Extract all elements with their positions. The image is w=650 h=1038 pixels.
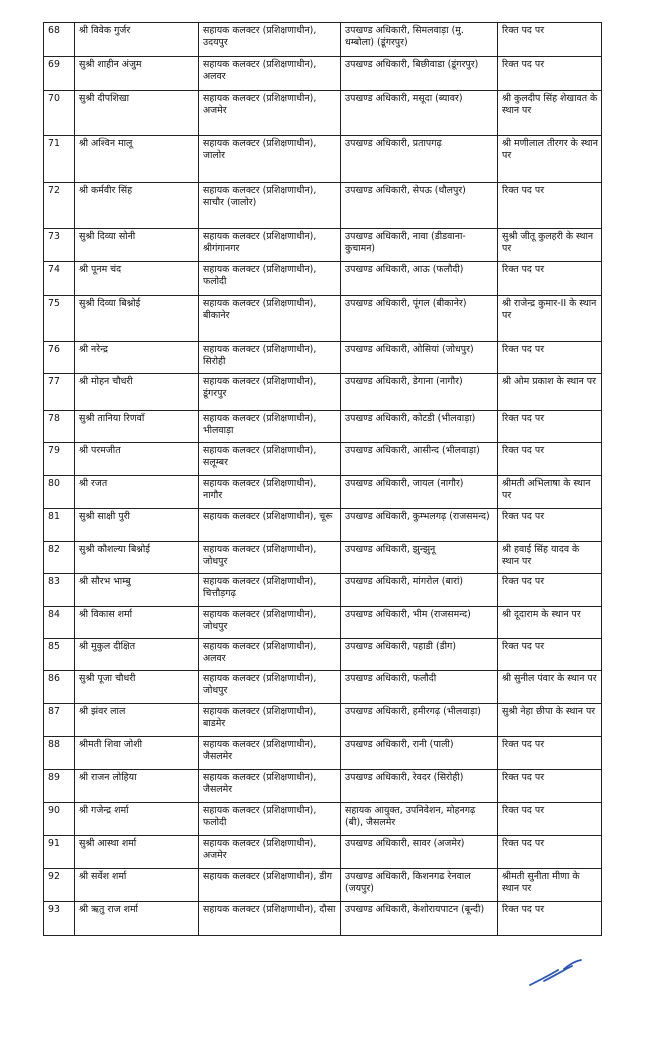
officer-name-cell: श्री मुकुल दीक्षित [75, 639, 199, 671]
serial-number-cell: 72 [44, 183, 75, 229]
current-posting-cell: सहायक कलक्टर (प्रशिक्षणाधीन), जालोर [199, 136, 341, 183]
remark-cell: रिक्त पद पर [498, 509, 602, 542]
table-row [44, 342, 602, 374]
table-row [44, 229, 602, 262]
remark-cell: रिक्त पद पर [498, 902, 602, 936]
new-posting-cell: उपखण्ड अधिकारी, किशनगढ रेनवाल (जयपुर) [341, 869, 498, 902]
current-posting-cell: सहायक कलक्टर (प्रशिक्षणाधीन), जोधपुर [199, 671, 341, 704]
current-posting-cell: सहायक कलक्टर (प्रशिक्षणाधीन), चूरू [199, 509, 341, 542]
officer-name-cell: श्री परमजीत [75, 443, 199, 476]
remark-cell: रिक्त पद पर [498, 183, 602, 229]
officer-name-cell: श्री मोहन चौधरी [75, 374, 199, 411]
new-posting-cell: उपखण्ड अधिकारी, मसूदा (ब्यावर) [341, 91, 498, 136]
current-posting-cell: सहायक कलक्टर (प्रशिक्षणाधीन), अलवर [199, 639, 341, 671]
table-row [44, 671, 602, 704]
table-row [44, 836, 602, 869]
new-posting-cell: उपखण्ड अधिकारी, कोटडी (भीलवाड़ा) [341, 411, 498, 443]
officer-name-cell: सुश्री शाहीन अंजुम [75, 57, 199, 91]
current-posting-cell: सहायक कलक्टर (प्रशिक्षणाधीन), अजमेर [199, 836, 341, 869]
new-posting-cell: उपखण्ड अधिकारी, पूंगल (बीकानेर) [341, 296, 498, 342]
current-posting-cell: सहायक कलक्टर (प्रशिक्षणाधीन), जोधपुर [199, 607, 341, 639]
serial-number-cell: 84 [44, 607, 75, 639]
remark-cell: रिक्त पद पर [498, 57, 602, 91]
serial-number-cell: 83 [44, 574, 75, 607]
serial-number-cell: 80 [44, 476, 75, 509]
officer-name-cell: सुश्री दीपशिखा [75, 91, 199, 136]
current-posting-cell: सहायक कलक्टर (प्रशिक्षणाधीन), चित्तौड़गढ़ [199, 574, 341, 607]
officer-name-cell: श्री कर्मवीर सिंह [75, 183, 199, 229]
serial-number-cell: 91 [44, 836, 75, 869]
transfer-table-body [44, 23, 602, 936]
current-posting-cell: सहायक कलक्टर (प्रशिक्षणाधीन), जैसलमेर [199, 737, 341, 770]
serial-number-cell: 85 [44, 639, 75, 671]
table-row [44, 136, 602, 183]
table-row [44, 262, 602, 296]
remark-cell: रिक्त पद पर [498, 342, 602, 374]
table-row [44, 574, 602, 607]
remark-cell: श्री मणीलाल तीरगर के स्थान पर [498, 136, 602, 183]
remark-cell: सुश्री जीतू कुलहरी के स्थान पर [498, 229, 602, 262]
serial-number-cell: 86 [44, 671, 75, 704]
new-posting-cell: उपखण्ड अधिकारी, सिमलवाड़ा (मु. धम्बोला) (डूंगरपुर) [341, 23, 498, 57]
new-posting-cell: उपखण्ड अधिकारी, हमीरगढ़ (भीलवाड़ा) [341, 704, 498, 737]
serial-number-cell: 90 [44, 803, 75, 836]
current-posting-cell: सहायक कलक्टर (प्रशिक्षणाधीन), दौसा [199, 902, 341, 936]
table-row [44, 443, 602, 476]
current-posting-cell: सहायक कलक्टर (प्रशिक्षणाधीन), उदयपुर [199, 23, 341, 57]
new-posting-cell: उपखण्ड अधिकारी, रानी (पाली) [341, 737, 498, 770]
new-posting-cell: उपखण्ड अधिकारी, झुन्झुनू [341, 542, 498, 574]
serial-number-cell: 77 [44, 374, 75, 411]
table-row [44, 770, 602, 803]
officer-name-cell: सुश्री पूजा चौधरी [75, 671, 199, 704]
remark-cell: श्री हवाई सिंह यादव के स्थान पर [498, 542, 602, 574]
officer-name-cell: श्री ऋतु राज शर्मा [75, 902, 199, 936]
transfer-table [43, 22, 602, 936]
new-posting-cell: उपखण्ड अधिकारी, रेवदर (सिरोही) [341, 770, 498, 803]
table-row [44, 803, 602, 836]
table-row [44, 607, 602, 639]
remark-cell: श्री ओम प्रकाश के स्थान पर [498, 374, 602, 411]
current-posting-cell: सहायक कलक्टर (प्रशिक्षणाधीन), भीलवाड़ा [199, 411, 341, 443]
serial-number-cell: 78 [44, 411, 75, 443]
serial-number-cell: 76 [44, 342, 75, 374]
current-posting-cell: सहायक कलक्टर (प्रशिक्षणाधीन), सलूम्बर [199, 443, 341, 476]
table-row [44, 476, 602, 509]
officer-name-cell: श्री अश्विन मालू [75, 136, 199, 183]
serial-number-cell: 75 [44, 296, 75, 342]
officer-name-cell: सुश्री साक्षी पुरी [75, 509, 199, 542]
serial-number-cell: 82 [44, 542, 75, 574]
remark-cell: रिक्त पद पर [498, 803, 602, 836]
new-posting-cell: उपखण्ड अधिकारी, नावा (डीडवाना-कुचामन) [341, 229, 498, 262]
remark-cell: श्री सुनील पंवार के स्थान पर [498, 671, 602, 704]
remark-cell: रिक्त पद पर [498, 737, 602, 770]
serial-number-cell: 92 [44, 869, 75, 902]
officer-name-cell: सुश्री कौशल्या बिश्नोई [75, 542, 199, 574]
remark-cell: रिक्त पद पर [498, 23, 602, 57]
new-posting-cell: उपखण्ड अधिकारी, मांगरोल (बारां) [341, 574, 498, 607]
new-posting-cell: उपखण्ड अधिकारी, सावर (अजमेर) [341, 836, 498, 869]
new-posting-cell: उपखण्ड अधिकारी, आऊ (फलौदी) [341, 262, 498, 296]
officer-name-cell: श्री झंवर लाल [75, 704, 199, 737]
remark-cell: रिक्त पद पर [498, 836, 602, 869]
new-posting-cell: उपखण्ड अधिकारी, प्रतापगढ़ [341, 136, 498, 183]
serial-number-cell: 70 [44, 91, 75, 136]
new-posting-cell: उपखण्ड अधिकारी, सेपऊ (धौलपुर) [341, 183, 498, 229]
remark-cell: श्री दूदाराम के स्थान पर [498, 607, 602, 639]
serial-number-cell: 68 [44, 23, 75, 57]
new-posting-cell: उपखण्ड अधिकारी, डेगाना (नागौर) [341, 374, 498, 411]
officer-name-cell: श्री सौरभ भाम्बु [75, 574, 199, 607]
officer-name-cell: श्री नरेन्द्र [75, 342, 199, 374]
remark-cell: रिक्त पद पर [498, 639, 602, 671]
officer-name-cell: सुश्री आस्था शर्मा [75, 836, 199, 869]
current-posting-cell: सहायक कलक्टर (प्रशिक्षणाधीन), फलोदी [199, 803, 341, 836]
current-posting-cell: सहायक कलक्टर (प्रशिक्षणाधीन), श्रीगंगानगर [199, 229, 341, 262]
serial-number-cell: 88 [44, 737, 75, 770]
table-row [44, 411, 602, 443]
remark-cell: सुश्री नेहा छीपा के स्थान पर [498, 704, 602, 737]
new-posting-cell: सहायक आयुक्त, उपनिवेशन, मोहनगढ़ (बी), जैसलमेर [341, 803, 498, 836]
table-row [44, 704, 602, 737]
remark-cell: श्रीमती अभिलाषा के स्थान पर [498, 476, 602, 509]
remark-cell: रिक्त पद पर [498, 443, 602, 476]
current-posting-cell: सहायक कलक्टर (प्रशिक्षणाधीन), अलवर [199, 57, 341, 91]
new-posting-cell: उपखण्ड अधिकारी, फलौदी [341, 671, 498, 704]
current-posting-cell: सहायक कलक्टर (प्रशिक्षणाधीन), बीकानेर [199, 296, 341, 342]
current-posting-cell: सहायक कलक्टर (प्रशिक्षणाधीन), डीग [199, 869, 341, 902]
table-row [44, 639, 602, 671]
remark-cell: श्रीमती सुनीता मीणा के स्थान पर [498, 869, 602, 902]
officer-name-cell: श्रीमती शिवा जोशी [75, 737, 199, 770]
remark-cell: रिक्त पद पर [498, 411, 602, 443]
serial-number-cell: 73 [44, 229, 75, 262]
table-row [44, 374, 602, 411]
remark-cell: श्री कुलदीप सिंह शेखावत के स्थान पर [498, 91, 602, 136]
current-posting-cell: सहायक कलक्टर (प्रशिक्षणाधीन), सिरोही [199, 342, 341, 374]
new-posting-cell: उपखण्ड अधिकारी, केशोरायपाटन (बून्दी) [341, 902, 498, 936]
serial-number-cell: 89 [44, 770, 75, 803]
current-posting-cell: सहायक कलक्टर (प्रशिक्षणाधीन), साचौर (जालोर) [199, 183, 341, 229]
serial-number-cell: 81 [44, 509, 75, 542]
officer-name-cell: सुश्री दिव्या बिश्नोई [75, 296, 199, 342]
new-posting-cell: उपखण्ड अधिकारी, जायल (नागौर) [341, 476, 498, 509]
table-row [44, 869, 602, 902]
officer-name-cell: श्री विवेक गुर्जर [75, 23, 199, 57]
table-row [44, 509, 602, 542]
table-row [44, 296, 602, 342]
serial-number-cell: 74 [44, 262, 75, 296]
officer-name-cell: श्री गजेन्द्र शर्मा [75, 803, 199, 836]
officer-name-cell: श्री रजत [75, 476, 199, 509]
serial-number-cell: 87 [44, 704, 75, 737]
officer-name-cell: श्री विकास शर्मा [75, 607, 199, 639]
remark-cell: रिक्त पद पर [498, 262, 602, 296]
officer-name-cell: श्री पूनम चंद [75, 262, 199, 296]
table-row [44, 57, 602, 91]
new-posting-cell: उपखण्ड अधिकारी, भीम (राजसमन्द) [341, 607, 498, 639]
current-posting-cell: सहायक कलक्टर (प्रशिक्षणाधीन), अजमेर [199, 91, 341, 136]
current-posting-cell: सहायक कलक्टर (प्रशिक्षणाधीन), डूंगरपुर [199, 374, 341, 411]
remark-cell: रिक्त पद पर [498, 770, 602, 803]
new-posting-cell: उपखण्ड अधिकारी, पहाडी (डीग) [341, 639, 498, 671]
table-row [44, 23, 602, 57]
table-row [44, 902, 602, 936]
new-posting-cell: उपखण्ड अधिकारी, बिछीवाडा (डूंगरपुर) [341, 57, 498, 91]
serial-number-cell: 79 [44, 443, 75, 476]
officer-name-cell: श्री राजन लोहिया [75, 770, 199, 803]
remark-cell: रिक्त पद पर [498, 574, 602, 607]
table-row [44, 542, 602, 574]
serial-number-cell: 69 [44, 57, 75, 91]
remark-cell: श्री राजेन्द्र कुमार-II के स्थान पर [498, 296, 602, 342]
current-posting-cell: सहायक कलक्टर (प्रशिक्षणाधीन), नागौर [199, 476, 341, 509]
current-posting-cell: सहायक कलक्टर (प्रशिक्षणाधीन), जोधपुर [199, 542, 341, 574]
new-posting-cell: उपखण्ड अधिकारी, ओसियां (जोधपुर) [341, 342, 498, 374]
current-posting-cell: सहायक कलक्टर (प्रशिक्षणाधीन), फलोदी [199, 262, 341, 296]
new-posting-cell: उपखण्ड अधिकारी, आसीन्द (भीलवाड़ा) [341, 443, 498, 476]
current-posting-cell: सहायक कलक्टर (प्रशिक्षणाधीन), जैसलमेर [199, 770, 341, 803]
new-posting-cell: उपखण्ड अधिकारी, कुम्भलगढ़ (राजसमन्द) [341, 509, 498, 542]
table-row [44, 183, 602, 229]
current-posting-cell: सहायक कलक्टर (प्रशिक्षणाधीन), बाडमेर [199, 704, 341, 737]
officer-name-cell: श्री सर्वेश शर्मा [75, 869, 199, 902]
signature-mark [528, 958, 582, 988]
serial-number-cell: 93 [44, 902, 75, 936]
table-row [44, 91, 602, 136]
officer-name-cell: सुश्री दिव्या सोनी [75, 229, 199, 262]
serial-number-cell: 71 [44, 136, 75, 183]
table-row [44, 737, 602, 770]
officer-name-cell: सुश्री तानिया रिणवाँ [75, 411, 199, 443]
